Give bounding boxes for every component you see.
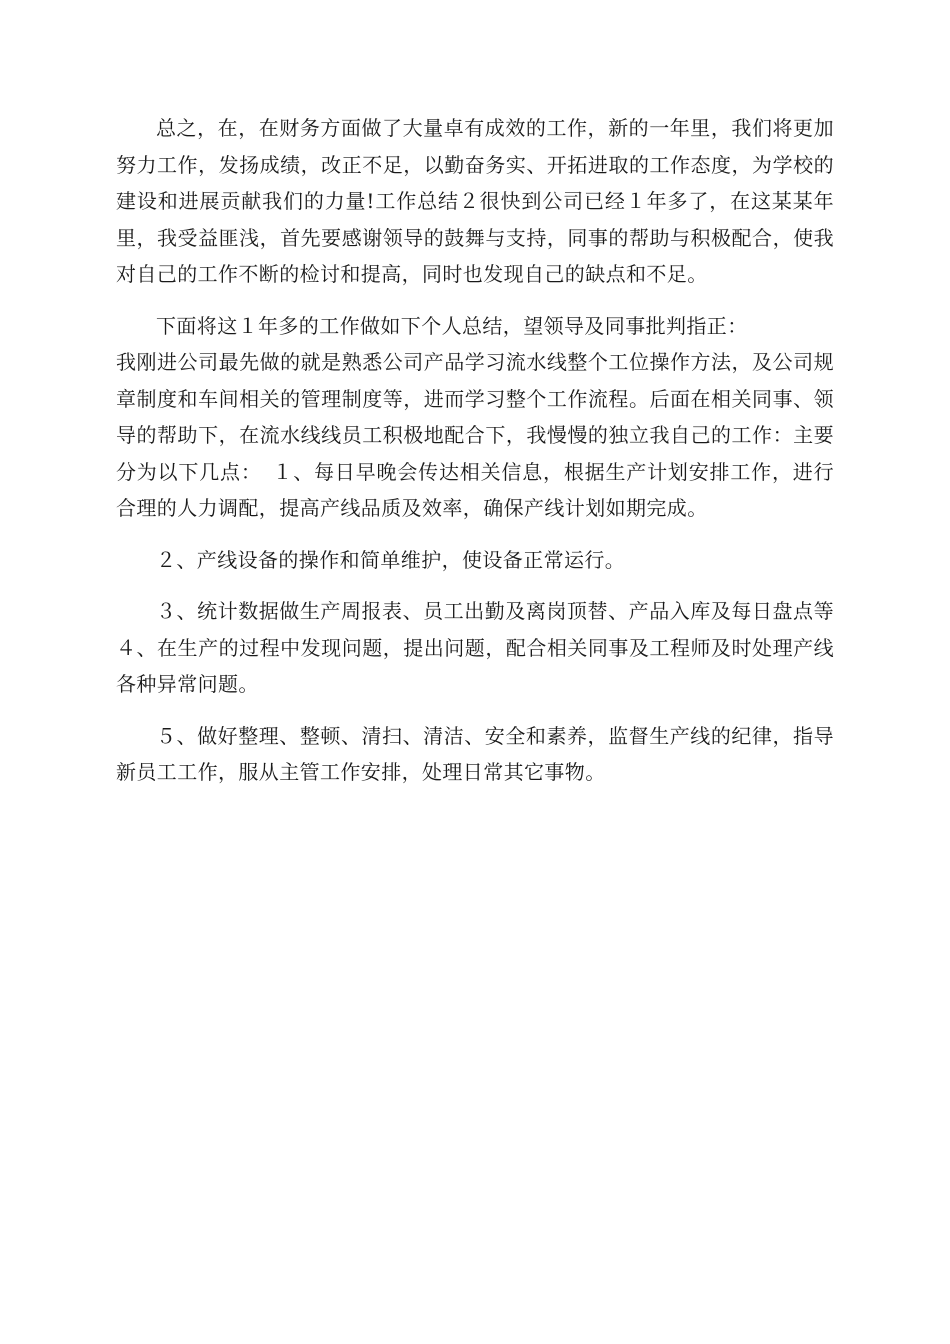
paragraph-summary: 总之，在，在财务方面做了大量卓有成效的工作，新的一年里，我们将更加努力工作，发扬成绩，改正不足，以勤奋务实、开拓进取的工作态度，为学校的建设和进展贡献我们的力量!工作总结２很快到公司已经１年多了，在这某某年里，我受益匪浅，首先要感谢领导的鼓舞与支持，同事的帮助与积极配合，使我对自己的工作不断的检讨和提高，同时也发现自己的缺点和不足。 [116,116,834,286]
paragraph-work-details: 我刚进公司最先做的就是熟悉公司产品学习流水线整个工位操作方法，及公司规章制度和车间相关的管理制度等，进而学习整个工作流程。后面在相关同事、领导的帮助下，在流水线线员工积极地配合下，我慢慢的独立我自己的工作：主要分为以下几点： １、每日早晚会传达相关信息，根据生产计划安排工作，进行合理的人力调配，提高产线品质及效率，确保产线计划如期完成。 [116,350,834,520]
paragraph-item-5: ５、做好整理、整顿、清扫、清洁、安全和素养，监督生产线的纪律，指导新员工工作，服从主管工作安排，处理日常其它事物。 [116,723,834,784]
paragraph-intro: 下面将这１年多的工作做如下个人总结，望领导及同事批判指正： [156,313,748,338]
document-body [116,110,834,806]
paragraph-item-2: ２、产线设备的操作和简单维护，使设备正常运行。 [156,547,626,572]
paragraph-item-3-4: ３、统计数据做生产周报表、员工出勤及离岗顶替、产品入库及每日盘点等４、在生产的过程中发现问题，提出问题，配合相关同事及工程师及时处理产线各种异常问题。 [116,599,834,696]
